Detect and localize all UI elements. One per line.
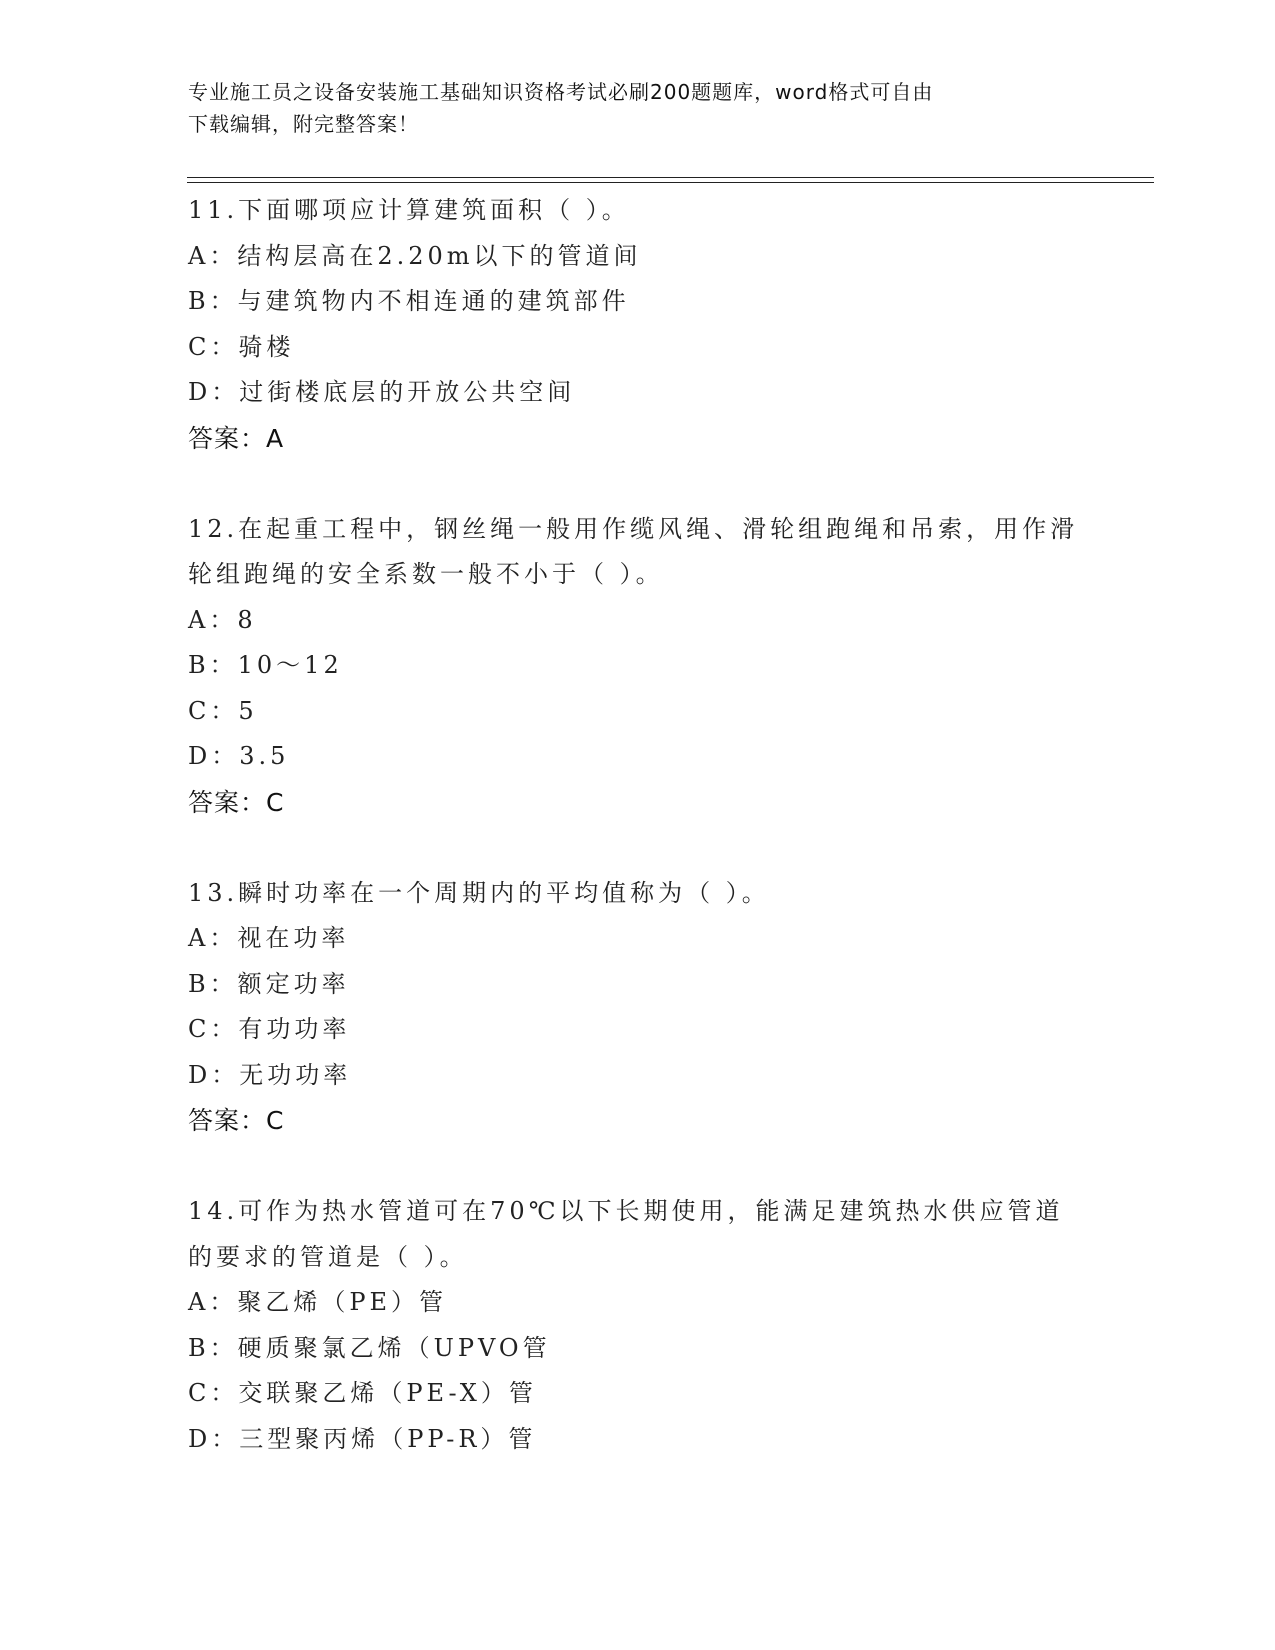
option-a: A：8 — [188, 605, 257, 634]
option-c: C：骑楼 — [188, 332, 295, 361]
header-divider-top — [187, 177, 1154, 178]
option-b: B：10～12 — [188, 651, 343, 679]
header-title-line-1: 专业施工员之设备安装施工基础知识资格考试必刷200题题库，word格式可自由 — [188, 80, 934, 104]
answer-key: 答案：C — [188, 1106, 285, 1135]
option-d: D：3.5 — [188, 742, 290, 770]
question-11 — [188, 188, 1088, 461]
option-b: B：额定功率 — [188, 969, 350, 998]
option-c: C：有功功率 — [188, 1015, 351, 1043]
answer-key: 答案：C — [188, 787, 285, 817]
option-c: C：交联聚乙烯（PE-X）管 — [188, 1379, 537, 1407]
question-list — [188, 188, 1088, 1462]
question-spacer — [188, 461, 1088, 507]
question-stem: 12.在起重工程中，钢丝绳一般用作缆风绳、滑轮组跑绳和吊索，用作滑轮组跑绳的安全系数一般不小于（ ）。 — [188, 514, 1079, 588]
option-d: D：三型聚丙烯（PP-R）管 — [188, 1424, 537, 1453]
option-c: C：5 — [188, 696, 258, 725]
option-a: A：聚乙烯（PE）管 — [188, 1288, 447, 1316]
question-13 — [188, 871, 1088, 1144]
question-stem: 14.可作为热水管道可在70℃以下长期使用，能满足建筑热水供应管道的要求的管道是（ ）。 — [188, 1197, 1064, 1271]
option-a: A：视在功率 — [188, 924, 350, 952]
question-spacer — [188, 1144, 1088, 1190]
document-header — [188, 76, 1088, 140]
option-b: B：与建筑物内不相连通的建筑部件 — [188, 287, 630, 315]
question-12 — [188, 507, 1088, 826]
option-d: D：无功功率 — [188, 1060, 352, 1089]
question-stem: 13.瞬时功率在一个周期内的平均值称为（ ）。 — [188, 878, 770, 907]
option-a: A：结构层高在2.20m以下的管道间 — [188, 241, 642, 270]
question-14 — [188, 1189, 1088, 1462]
question-spacer — [188, 825, 1088, 871]
header-divider-bottom — [187, 182, 1154, 183]
header-title-line-2: 下载编辑，附完整答案！ — [188, 112, 419, 136]
option-d: D：过街楼底层的开放公共空间 — [188, 378, 576, 406]
answer-key: 答案：A — [188, 423, 285, 453]
question-stem: 11.下面哪项应计算建筑面积（ ）。 — [188, 196, 630, 224]
option-b: B：硬质聚氯乙烯（UPVO管 — [188, 1333, 551, 1362]
